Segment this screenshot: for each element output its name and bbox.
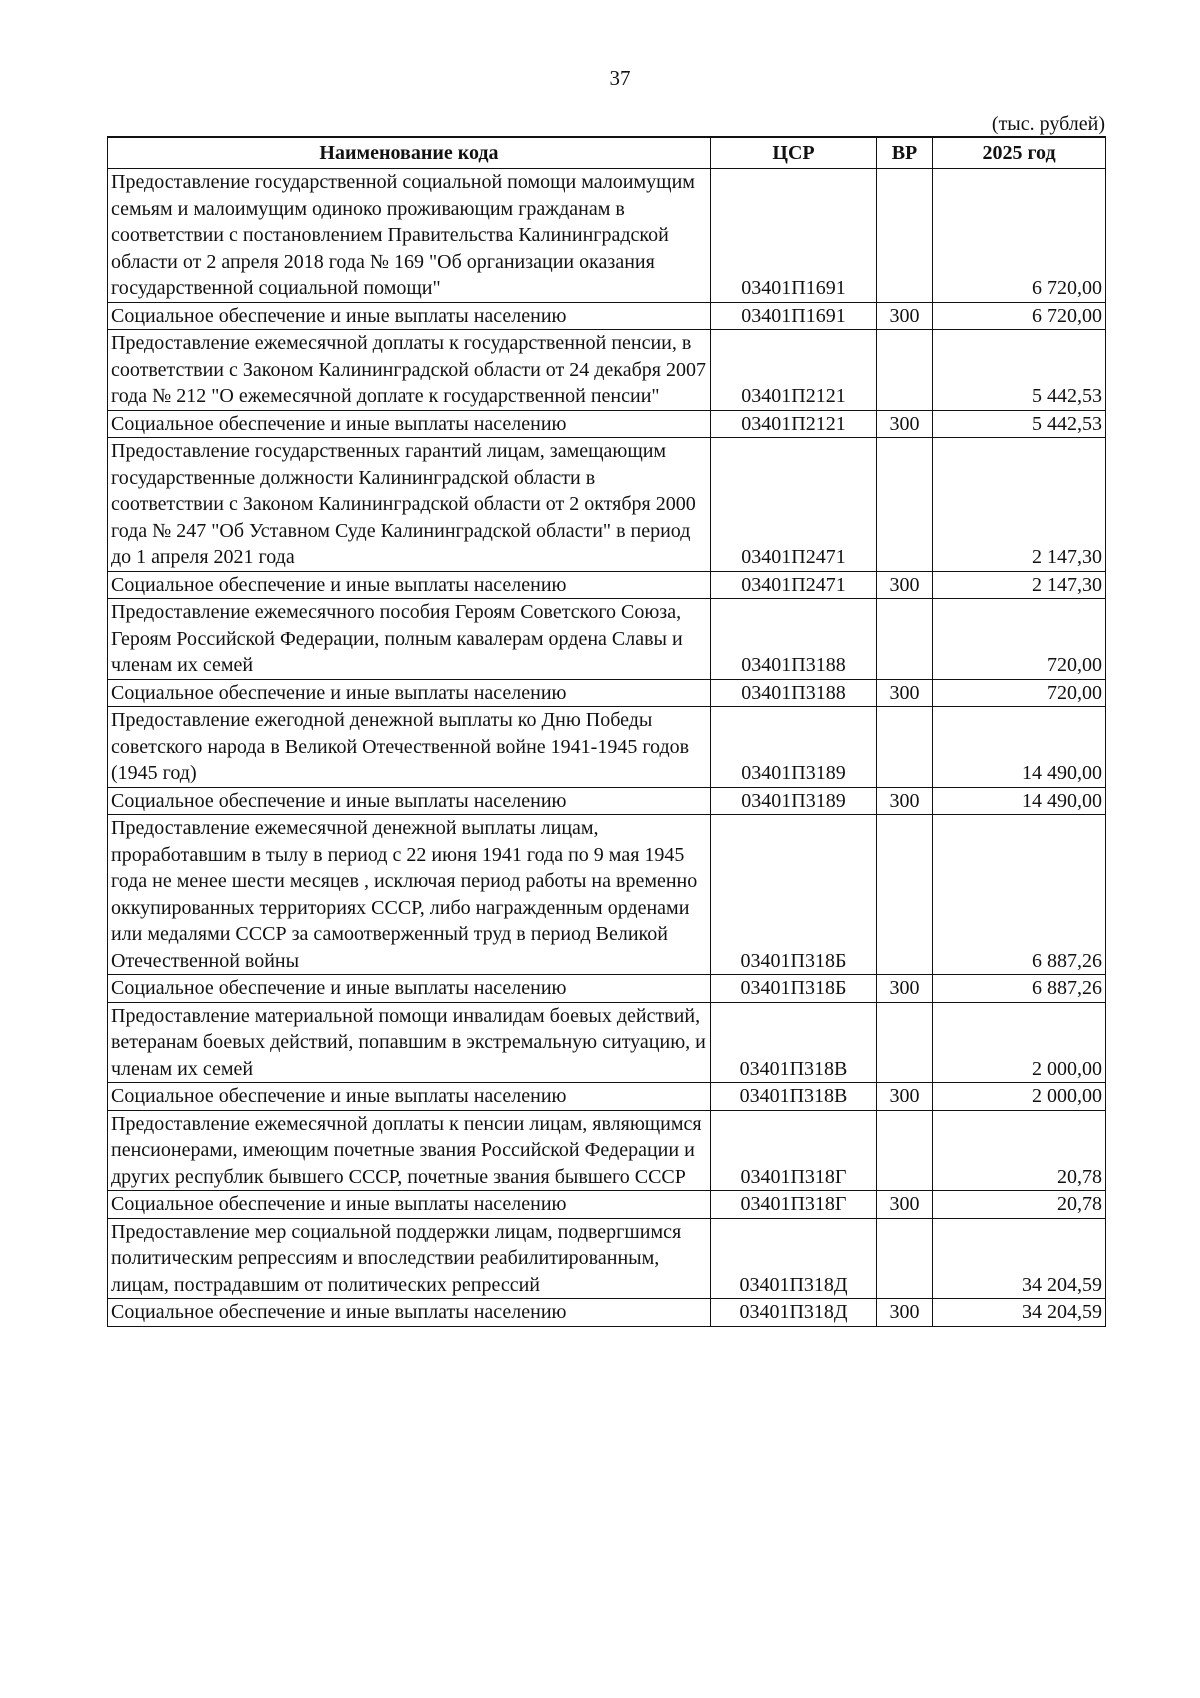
row-sum: 720,00 xyxy=(933,599,1106,680)
table-row xyxy=(108,1002,1106,1083)
row-name: Социальное обеспечение и иные выплаты населению xyxy=(108,1299,711,1327)
table-row xyxy=(108,302,1106,330)
row-name: Социальное обеспечение и иные выплаты населению xyxy=(108,571,711,599)
budget-table xyxy=(107,136,1106,1327)
row-vr: 300 xyxy=(877,1191,933,1219)
row-name: Социальное обеспечение и иные выплаты населению xyxy=(108,679,711,707)
row-csr: 03401П3188 xyxy=(711,679,877,707)
row-name: Предоставление государственной социальной помощи малоимущим семьям и малоимущим одиноко проживающим гражданам в соответствии с постановлением Правительства Калининградской области от 2 апреля 2018 года № 169 "Об организации оказания государственной социальной помощи" xyxy=(108,169,711,303)
row-name: Предоставление материальной помощи инвалидам боевых действий, ветеранам боевых действий, попавшим в экстремальную ситуацию, и членам их семей xyxy=(108,1002,711,1083)
row-vr: 300 xyxy=(877,975,933,1003)
row-csr: 03401П318Б xyxy=(711,815,877,975)
row-sum: 6 887,26 xyxy=(933,815,1106,975)
row-vr: 300 xyxy=(877,1299,933,1327)
row-vr: 300 xyxy=(877,787,933,815)
row-csr: 03401П1691 xyxy=(711,169,877,303)
row-vr: 300 xyxy=(877,410,933,438)
row-name: Предоставление ежемесячного пособия Героям Советского Союза, Героям Российской Федерации, полным кавалерам ордена Славы и членам их семей xyxy=(108,599,711,680)
row-vr xyxy=(877,169,933,303)
page-number: 37 xyxy=(609,66,631,90)
table-row xyxy=(108,438,1106,572)
row-vr xyxy=(877,1110,933,1191)
row-name: Предоставление ежемесячной денежной выплаты лицам, проработавшим в тылу в период с 22 июня 1941 года по 9 мая 1945 года не менее шести месяцев , исключая период работы на временно оккупированных территориях СССР, либо награжденным орденами или медалями СССР за самоотверженный труд в период Великой Отечественной войны xyxy=(108,815,711,975)
row-csr: 03401П3189 xyxy=(711,707,877,788)
row-csr: 03401П1691 xyxy=(711,302,877,330)
table-row xyxy=(108,1083,1106,1111)
row-sum: 6 887,26 xyxy=(933,975,1106,1003)
row-csr: 03401П2121 xyxy=(711,330,877,411)
row-sum: 5 442,53 xyxy=(933,330,1106,411)
header-name: Наименование кода xyxy=(108,137,711,169)
row-sum: 14 490,00 xyxy=(933,707,1106,788)
header-vr: ВР xyxy=(877,137,933,169)
table-row xyxy=(108,1299,1106,1327)
table-row xyxy=(108,169,1106,303)
row-name: Предоставление ежемесячной доплаты к государственной пенсии, в соответствии с Законом Калининградской области от 24 декабря 2007 года № 212 "О ежемесячной доплате к государственной пенсии" xyxy=(108,330,711,411)
table-row xyxy=(108,707,1106,788)
row-name: Социальное обеспечение и иные выплаты населению xyxy=(108,1191,711,1219)
row-csr: 03401П318В xyxy=(711,1002,877,1083)
row-sum: 2 147,30 xyxy=(933,571,1106,599)
row-csr: 03401П318Г xyxy=(711,1110,877,1191)
row-sum: 6 720,00 xyxy=(933,169,1106,303)
row-name: Предоставление государственных гарантий лицам, замещающим государственные должности Калининградской области в соответствии с Законом Калининградской области от 2 октября 2000 года № 247 "Об Уставном Суде Калининградской области" в период до 1 апреля 2021 года xyxy=(108,438,711,572)
table-row xyxy=(108,679,1106,707)
row-sum: 34 204,59 xyxy=(933,1299,1106,1327)
row-csr: 03401П318Г xyxy=(711,1191,877,1219)
row-name: Предоставление мер социальной поддержки лицам, подвергшимся политическим репрессиям и впоследствии реабилитированным, лицам, пострадавшим от политических репрессий xyxy=(108,1218,711,1299)
table-row xyxy=(108,571,1106,599)
table-row xyxy=(108,330,1106,411)
row-sum: 6 720,00 xyxy=(933,302,1106,330)
row-vr xyxy=(877,599,933,680)
row-name: Предоставление ежегодной денежной выплаты ко Дню Победы советского народа в Великой Отечественной войне 1941-1945 годов (1945 год) xyxy=(108,707,711,788)
row-vr: 300 xyxy=(877,302,933,330)
row-name: Социальное обеспечение и иные выплаты населению xyxy=(108,302,711,330)
row-vr: 300 xyxy=(877,571,933,599)
header-year: 2025 год xyxy=(933,137,1106,169)
table-row xyxy=(108,1191,1106,1219)
row-sum: 2 000,00 xyxy=(933,1083,1106,1111)
row-sum: 14 490,00 xyxy=(933,787,1106,815)
row-vr xyxy=(877,1218,933,1299)
table-row xyxy=(108,599,1106,680)
row-name: Социальное обеспечение и иные выплаты населению xyxy=(108,410,711,438)
row-vr xyxy=(877,330,933,411)
row-csr: 03401П318Д xyxy=(711,1218,877,1299)
row-name: Предоставление ежемесячной доплаты к пенсии лицам, являющимся пенсионерами, имеющим почетные звания Российской Федерации и других республик бывшего СССР, почетные звания бывшего СССР xyxy=(108,1110,711,1191)
table-row xyxy=(108,410,1106,438)
units-label: (тыс. рублей) xyxy=(991,113,1105,135)
table-header-row xyxy=(108,137,1106,169)
table-row xyxy=(108,815,1106,975)
row-name: Социальное обеспечение и иные выплаты населению xyxy=(108,787,711,815)
row-csr: 03401П2471 xyxy=(711,571,877,599)
table-row xyxy=(108,787,1106,815)
row-vr xyxy=(877,707,933,788)
row-csr: 03401П2471 xyxy=(711,438,877,572)
row-vr: 300 xyxy=(877,679,933,707)
row-csr: 03401П2121 xyxy=(711,410,877,438)
row-name: Социальное обеспечение и иные выплаты населению xyxy=(108,1083,711,1111)
row-vr: 300 xyxy=(877,1083,933,1111)
row-csr: 03401П318Д xyxy=(711,1299,877,1327)
table-row xyxy=(108,1218,1106,1299)
row-name: Социальное обеспечение и иные выплаты населению xyxy=(108,975,711,1003)
table-row xyxy=(108,1110,1106,1191)
row-csr: 03401П318В xyxy=(711,1083,877,1111)
row-sum: 2 000,00 xyxy=(933,1002,1106,1083)
row-vr xyxy=(877,1002,933,1083)
row-vr xyxy=(877,815,933,975)
row-sum: 2 147,30 xyxy=(933,438,1106,572)
row-sum: 720,00 xyxy=(933,679,1106,707)
header-csr: ЦСР xyxy=(711,137,877,169)
row-vr xyxy=(877,438,933,572)
row-sum: 20,78 xyxy=(933,1191,1106,1219)
row-csr: 03401П3188 xyxy=(711,599,877,680)
table-row xyxy=(108,975,1106,1003)
row-sum: 5 442,53 xyxy=(933,410,1106,438)
row-csr: 03401П3189 xyxy=(711,787,877,815)
row-sum: 34 204,59 xyxy=(933,1218,1106,1299)
row-csr: 03401П318Б xyxy=(711,975,877,1003)
row-sum: 20,78 xyxy=(933,1110,1106,1191)
